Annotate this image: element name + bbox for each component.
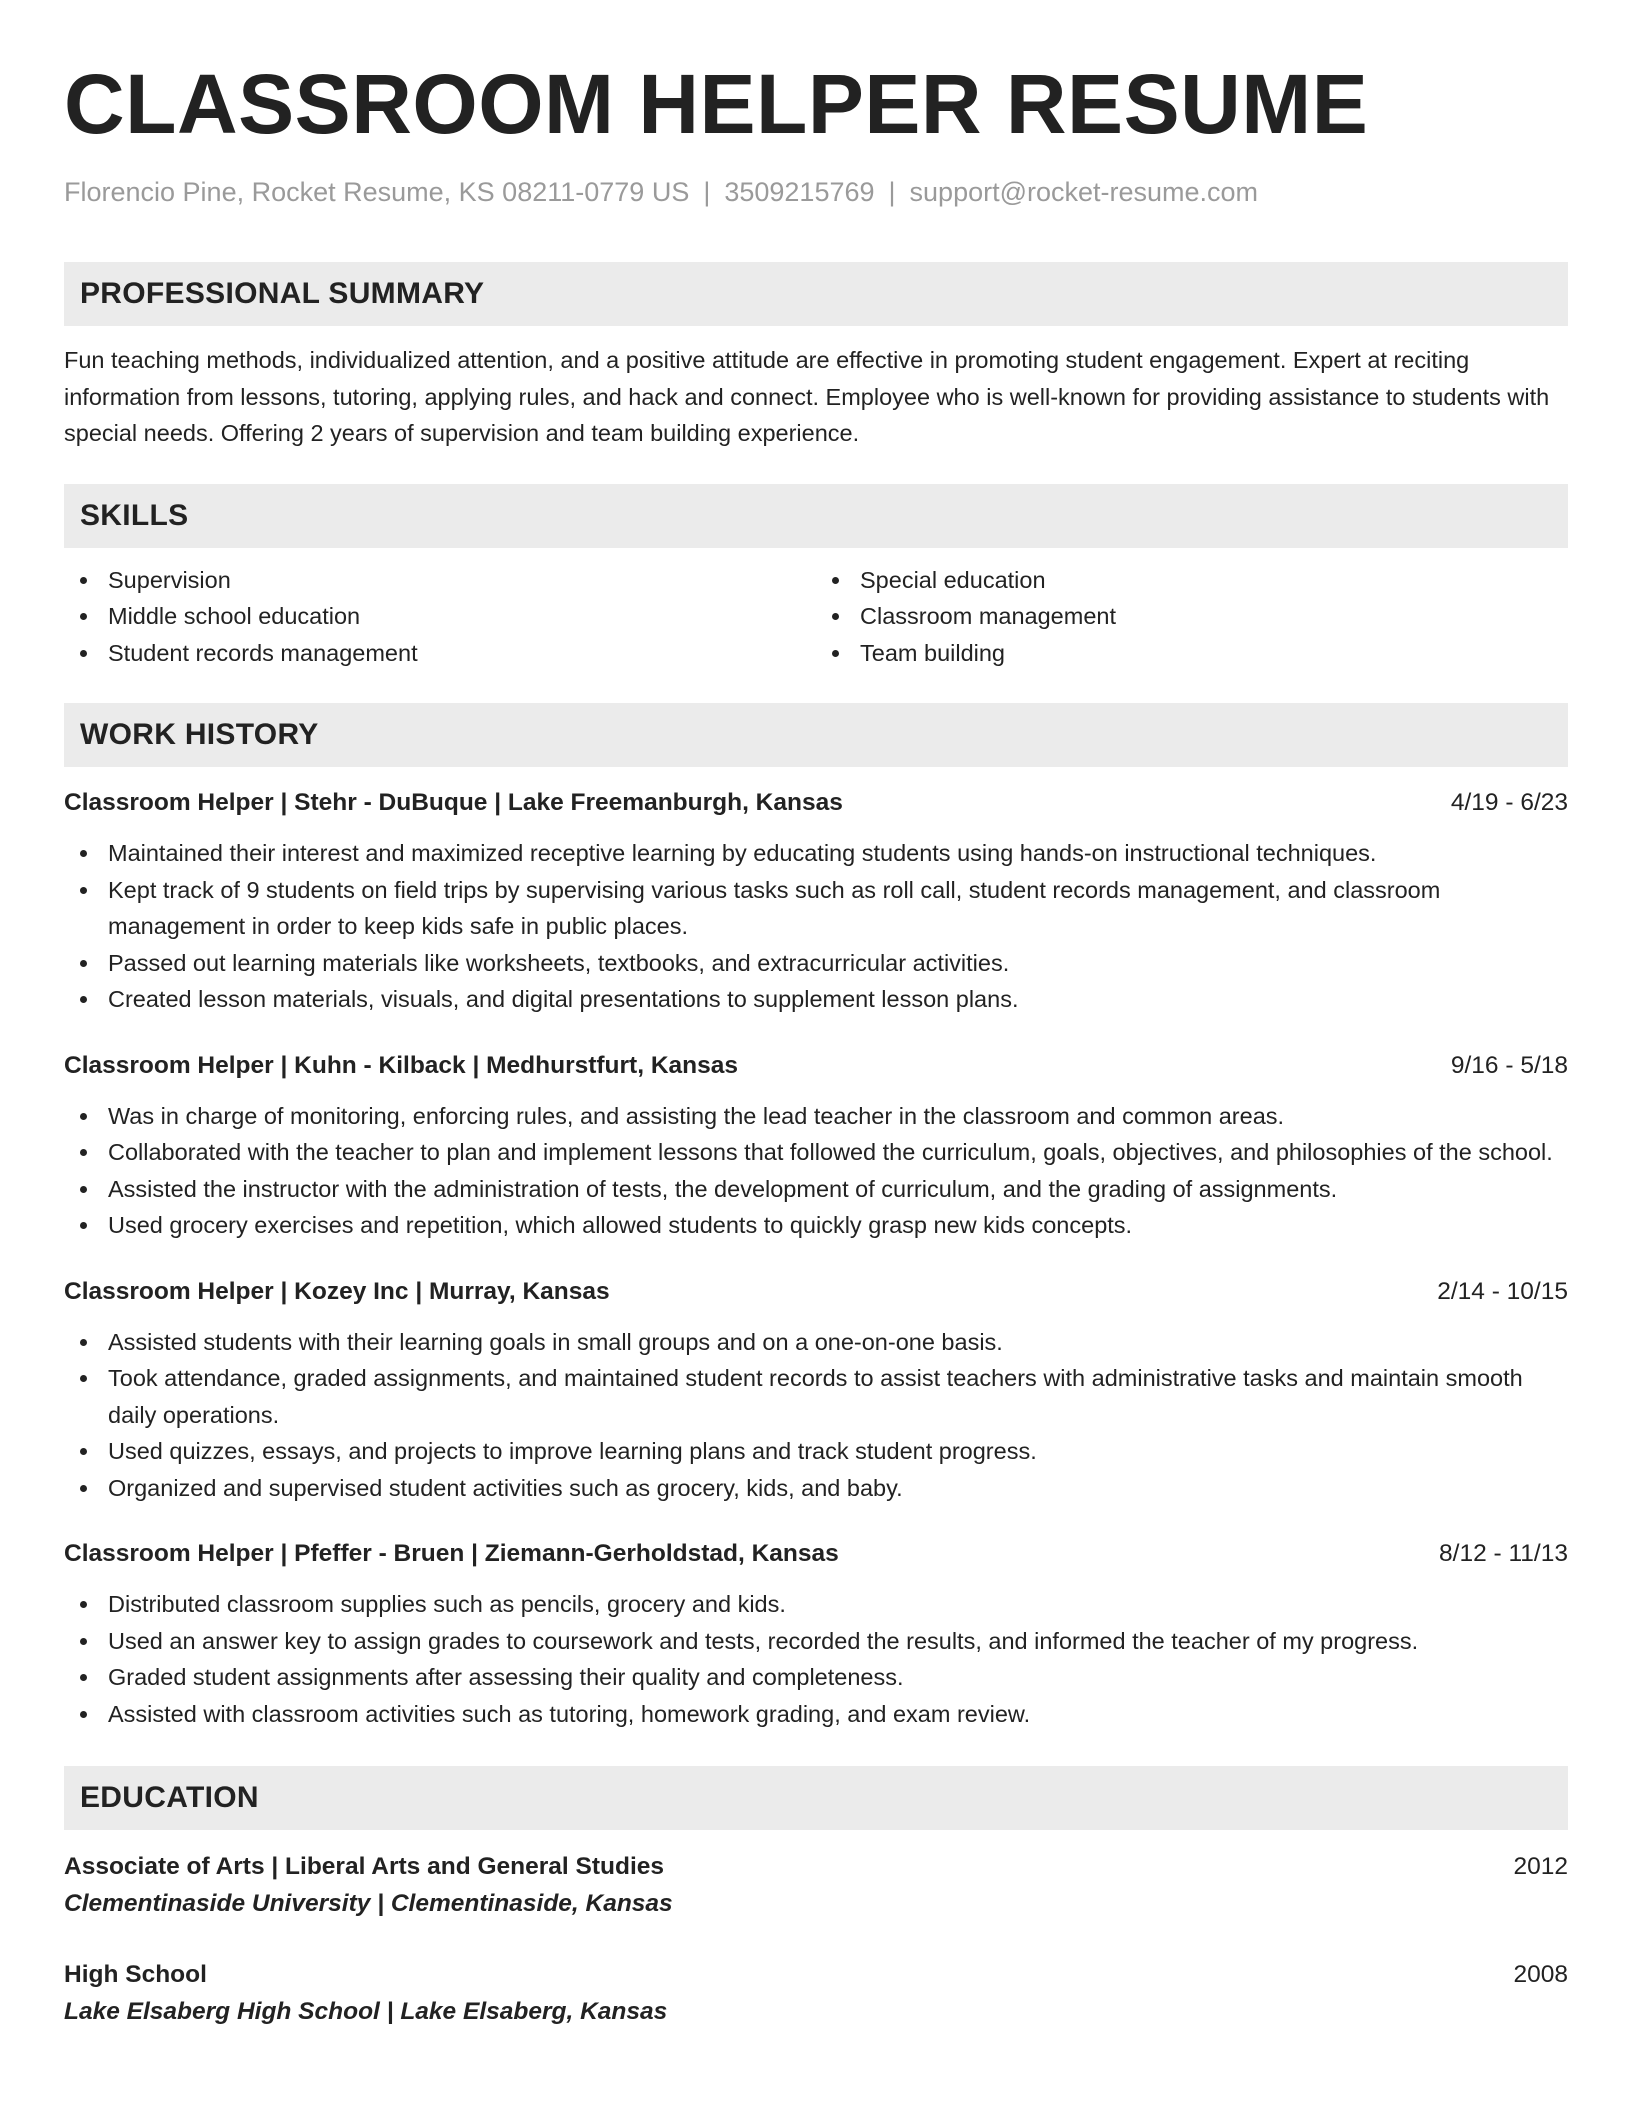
job-dates: 9/16 - 5/18	[1450, 1051, 1568, 1079]
job-bullet: Assisted with classroom activities such as tutoring, homework grading, and exam review.	[64, 1696, 1568, 1733]
job-header	[64, 1536, 1568, 1572]
section-header-summary: PROFESSIONAL SUMMARY	[64, 262, 1568, 326]
job-entry	[64, 1274, 1568, 1507]
job-entry	[64, 1536, 1568, 1732]
skills-list	[64, 562, 1568, 672]
job-dates: 4/19 - 6/23	[1450, 789, 1568, 816]
job-heading: Classroom Helper | Pfeffer - Bruen | Ziemann-Gerholdstad, Kansas	[64, 1540, 839, 1567]
education-school: Lake Elsaberg High School | Lake Elsaberg, Kansas	[64, 1998, 668, 2025]
job-entry	[64, 1048, 1568, 1244]
job-header	[64, 1274, 1568, 1310]
job-heading: Classroom Helper | Kuhn - Kilback | Medhurstfurt, Kansas	[64, 1051, 738, 1079]
section-header-education: EDUCATION	[64, 1766, 1568, 1830]
resume-title: CLASSROOM HELPER RESUME	[64, 57, 1369, 151]
education-header	[64, 1956, 1568, 1993]
job-bullet: Created lesson materials, visuals, and digital presentations to supplement lesson plans.	[64, 981, 1568, 1018]
job-bullet: Distributed classroom supplies such as pencils, grocery and kids.	[64, 1586, 1568, 1623]
job-header	[64, 1048, 1568, 1084]
job-bullet: Took attendance, graded assignments, and maintained student records to assist teachers with administrative tasks and maintain smooth daily operations.	[64, 1360, 1568, 1433]
job-bullet: Used quizzes, essays, and projects to improve learning plans and track student progress.	[64, 1433, 1568, 1470]
section-header-skills: SKILLS	[64, 484, 1568, 548]
education-degree: Associate of Arts | Liberal Arts and General Studies	[64, 1853, 665, 1880]
job-bullet: Graded student assignments after assessing their quality and completeness.	[64, 1659, 1568, 1696]
job-heading: Classroom Helper | Kozey Inc | Murray, Kansas	[64, 1277, 610, 1305]
contact-address: Florencio Pine, Rocket Resume, KS 08211-0779 US	[64, 177, 690, 207]
job-bullet: Used an answer key to assign grades to coursework and tests, recorded the results, and informed the teacher of my progress.	[64, 1623, 1568, 1660]
education-year: 2008	[1513, 1961, 1568, 1988]
skill-item: Middle school education	[64, 598, 816, 635]
job-bullet: Maintained their interest and maximized receptive learning by educating students using hands-on instructional techniques.	[64, 835, 1568, 872]
skill-item: Classroom management	[816, 598, 1568, 635]
job-heading: Classroom Helper | Stehr - DuBuque | Lake Freemanburgh, Kansas	[64, 789, 843, 816]
education-school: Clementinaside University | Clementinaside, Kansas	[64, 1890, 673, 1917]
job-bullet: Kept track of 9 students on field trips by supervising various tasks such as roll call, student records management, and classroom management in order to keep kids safe in public places.	[64, 872, 1568, 945]
job-dates: 2/14 - 10/15	[1437, 1277, 1568, 1305]
job-bullet: Assisted the instructor with the administration of tests, the development of curriculum, and the grading of assignments.	[64, 1171, 1568, 1208]
job-entry	[64, 785, 1568, 1018]
skill-item: Student records management	[64, 635, 816, 672]
education-degree: High School	[64, 1961, 207, 1988]
job-bullets	[64, 1324, 1568, 1507]
job-bullets	[64, 1098, 1568, 1244]
skill-item: Team building	[816, 635, 1568, 672]
contact-line	[64, 174, 1568, 210]
job-bullets	[64, 1586, 1568, 1732]
job-bullet: Used grocery exercises and repetition, which allowed students to quickly grasp new kids concepts.	[64, 1207, 1568, 1244]
contact-separator: |	[703, 177, 711, 207]
education-year: 2012	[1513, 1853, 1568, 1880]
job-bullet: Collaborated with the teacher to plan and implement lessons that followed the curriculum, goals, objectives, and philosophies of the school.	[64, 1134, 1568, 1171]
job-bullets	[64, 835, 1568, 1018]
education-header	[64, 1848, 1568, 1885]
summary-text: Fun teaching methods, individualized attention, and a positive attitude are effective in promoting student engagement. Expert at reciting information from lessons, tutoring, applying rules, and hack and connect. Employee who is well-known for providing assistance to students with special needs. Offering 2 years of supervision and team building experience.	[64, 347, 1550, 446]
job-header	[64, 785, 1568, 821]
job-bullet: Passed out learning materials like worksheets, textbooks, and extracurricular activities.	[64, 945, 1568, 982]
education-entry	[64, 1848, 1568, 1922]
contact-phone: 3509215769	[724, 177, 875, 207]
section-header-work-history: WORK HISTORY	[64, 703, 1568, 767]
skill-item: Special education	[816, 562, 1568, 599]
skills-column-left	[64, 562, 816, 672]
skills-column-right	[816, 562, 1568, 672]
job-dates: 8/12 - 11/13	[1439, 1540, 1568, 1567]
education-entry	[64, 1956, 1568, 2030]
contact-email: support@rocket-resume.com	[909, 177, 1259, 207]
skill-item: Supervision	[64, 562, 816, 599]
contact-separator: |	[888, 177, 896, 207]
job-bullet: Assisted students with their learning goals in small groups and on a one-on-one basis.	[64, 1324, 1568, 1361]
job-bullet: Organized and supervised student activities such as grocery, kids, and baby.	[64, 1470, 1568, 1507]
job-bullet: Was in charge of monitoring, enforcing rules, and assisting the lead teacher in the classroom and common areas.	[64, 1098, 1568, 1135]
